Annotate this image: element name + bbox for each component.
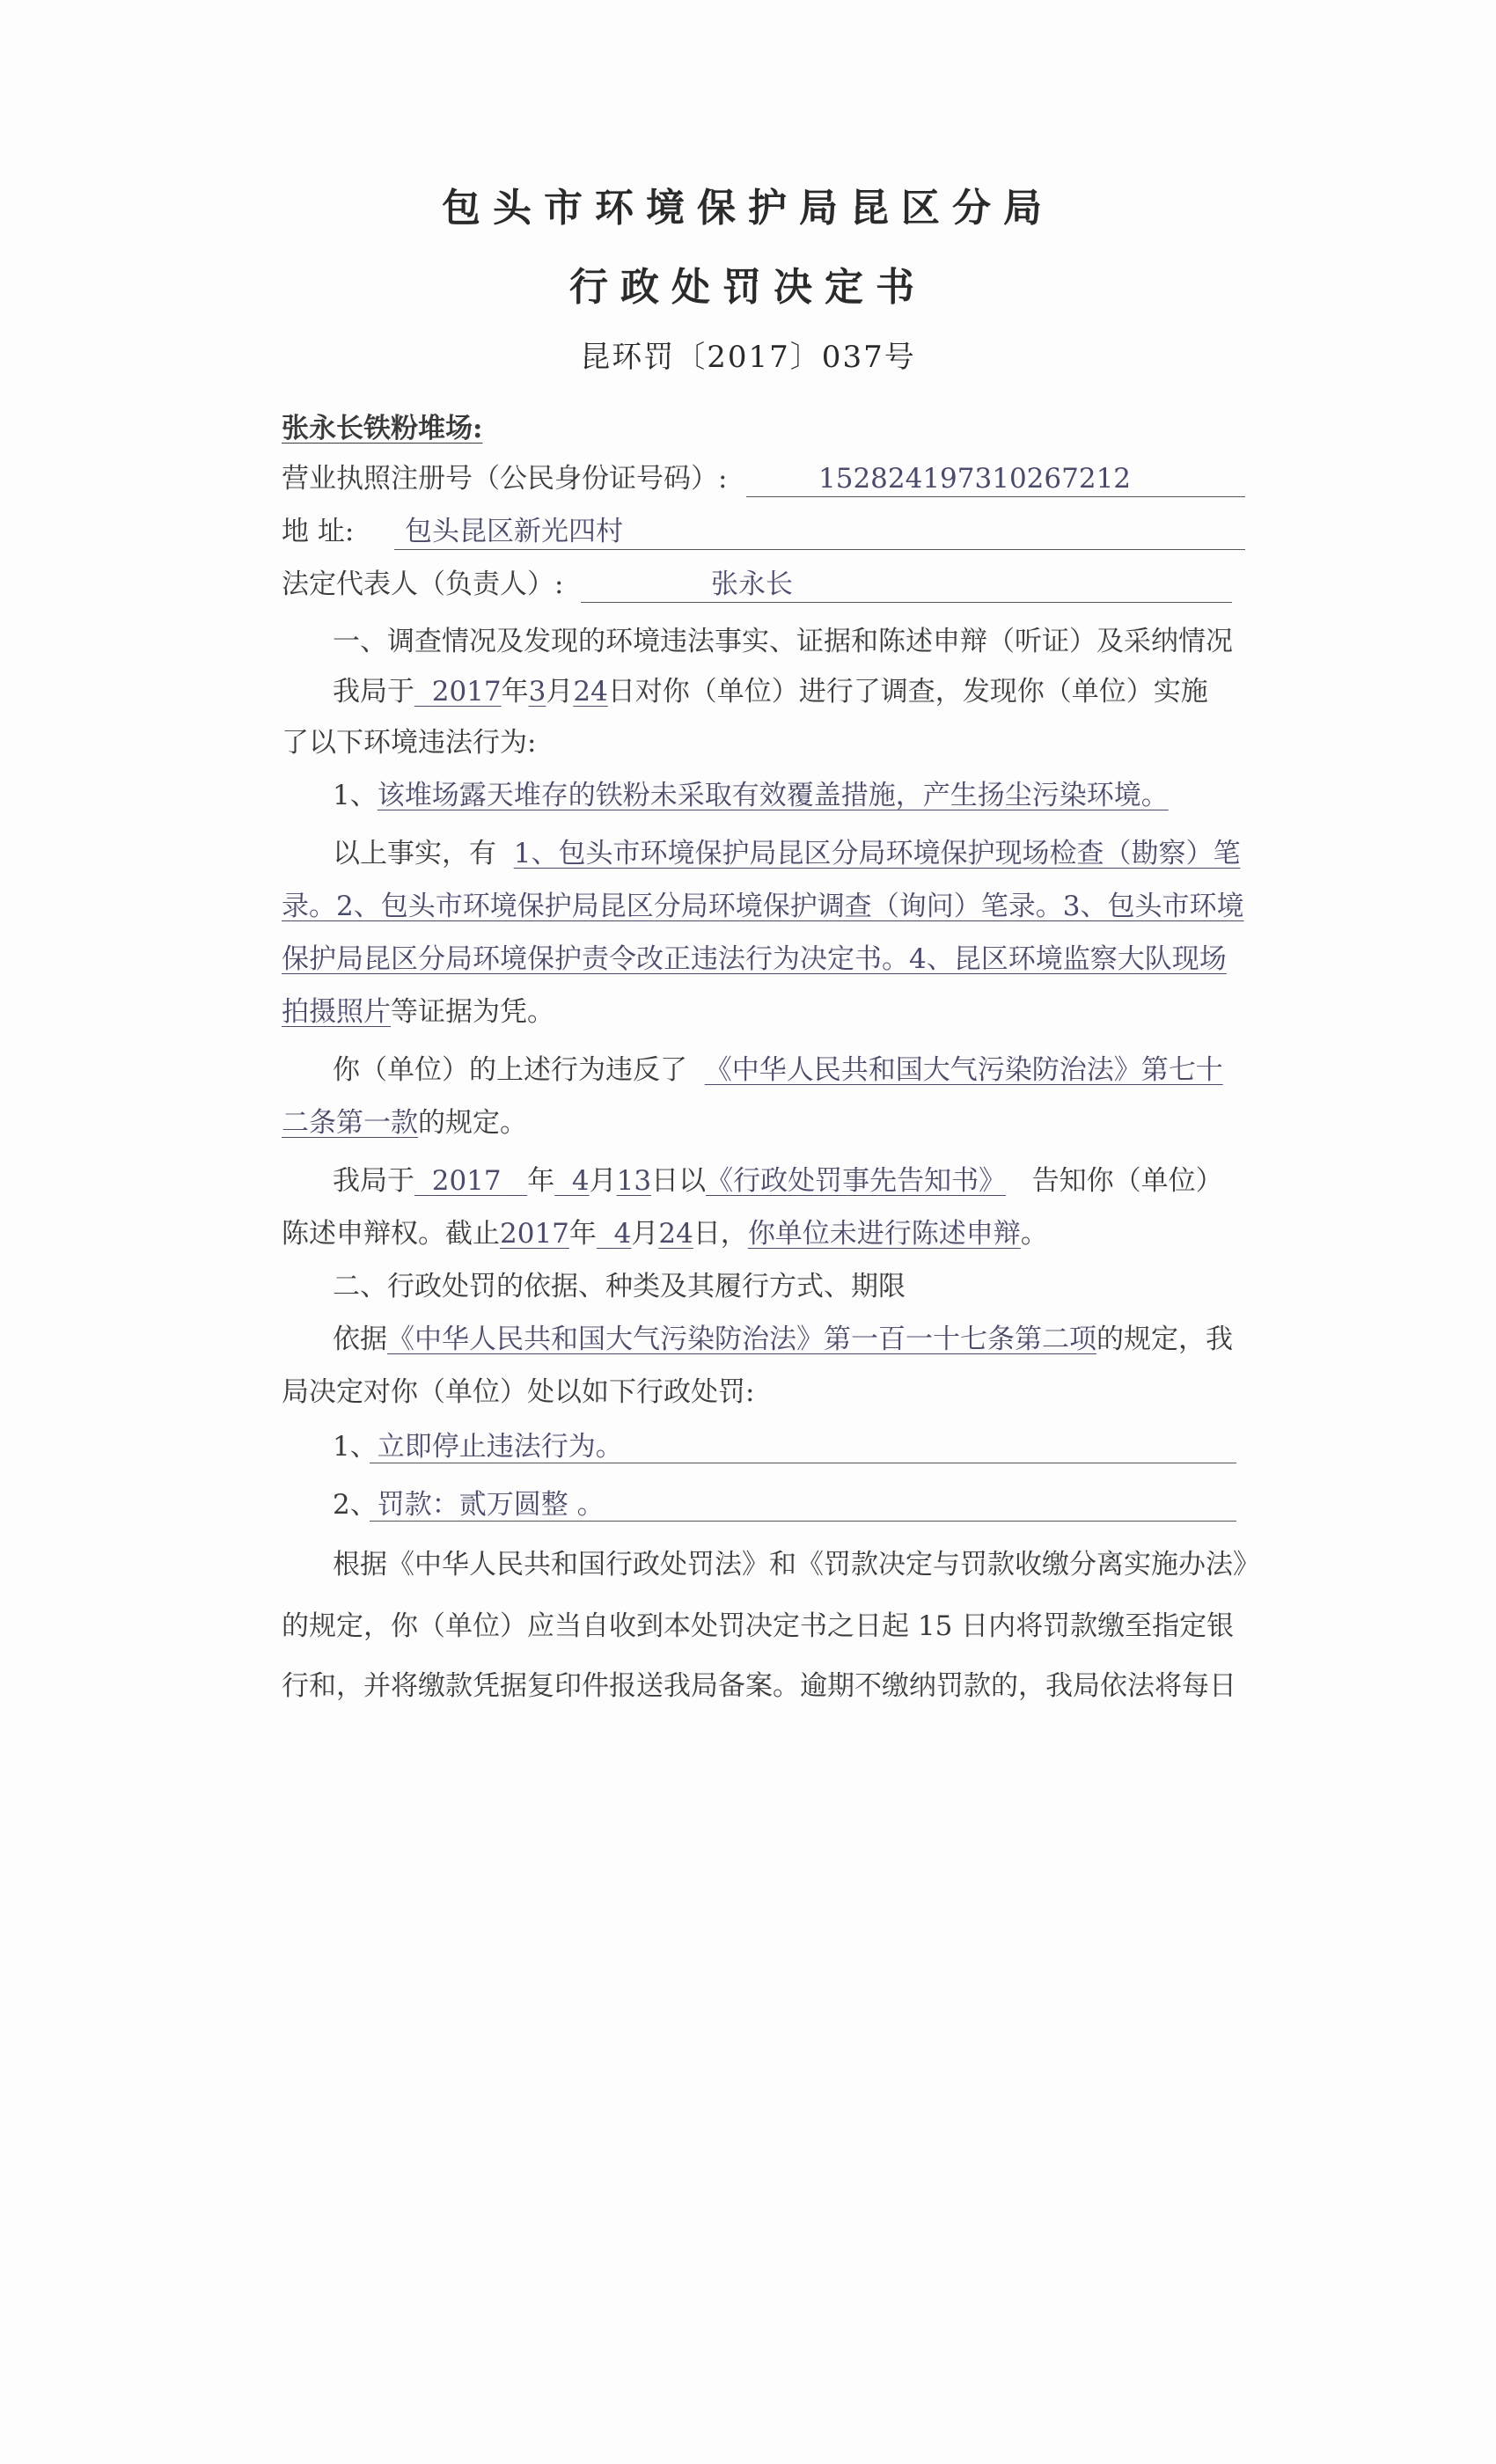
- penalty-text: 立即停止违法行为。: [377, 1431, 623, 1463]
- deadline-day: 24: [658, 1218, 693, 1250]
- year-value: 2017: [431, 1165, 502, 1197]
- item-number: 2、: [333, 1489, 378, 1521]
- deadline-line: [282, 1214, 1048, 1253]
- text-span: 我局于: [333, 676, 414, 708]
- text-span: 等证据为凭。: [391, 996, 554, 1028]
- payment-para-1: 根据《中华人民共和国行政处罚法》和《罚款决定与罚款收缴分离实施办法》: [333, 1549, 1260, 1580]
- law-reference: 二条第一款: [282, 1107, 418, 1139]
- deadline-result: 你单位未进行陈述申辩: [747, 1218, 1021, 1250]
- notice-day: 13: [616, 1165, 652, 1197]
- month-value: 4: [571, 1165, 590, 1197]
- text-span: 月: [631, 1218, 659, 1250]
- text-span: 月: [546, 676, 574, 708]
- violation-law-line-2: [282, 1104, 527, 1142]
- item-number: 1、: [333, 1431, 378, 1463]
- penalty-item-2: [333, 1485, 605, 1524]
- evidence-line-1: [333, 834, 1240, 873]
- payment-para-2: 的规定，你（单位）应当自收到本处罚决定书之日起 15 日内将罚款缴至指定银: [282, 1610, 1235, 1642]
- section2-heading: 二、行政处罚的依据、种类及其履行方式、期限: [333, 1271, 906, 1302]
- text-span: 陈述申辩权。截止: [282, 1218, 500, 1250]
- rep-rule: [581, 602, 1232, 603]
- item-number: 1、: [333, 780, 378, 811]
- basis-law: 《中华人民共和国大气污染防治法》第一百一十七条第二项: [387, 1324, 1096, 1355]
- text-span: 年: [527, 1165, 555, 1197]
- investigation-year: [414, 676, 502, 708]
- text-span: 年: [501, 676, 529, 708]
- text-span: 日以: [651, 1165, 707, 1197]
- notice-year: [414, 1165, 527, 1197]
- violation-item-1: [333, 776, 1169, 815]
- section1-heading: 一、调查情况及发现的环境违法事实、证据和陈述申辩（听证）及采纳情况: [333, 626, 1233, 657]
- text-span: 我局于: [333, 1165, 414, 1197]
- investigation-line: [333, 672, 1208, 711]
- text-span: 的规定，我: [1096, 1324, 1233, 1355]
- deadline-month: [597, 1218, 631, 1250]
- document-number: 昆环罚〔2017〕037号: [580, 340, 916, 375]
- investigation-day: 24: [573, 676, 608, 708]
- text-span: 日，: [693, 1218, 748, 1250]
- text-span: 年: [568, 1218, 597, 1250]
- text-span: 日对你（单位）进行了调查，发现你（单位）实施: [607, 676, 1208, 708]
- penalty-2-rule: [370, 1521, 1236, 1522]
- payment-para-3: 行和，并将缴款凭据复印件报送我局备案。逾期不缴纳罚款的，我局依法将每日: [282, 1670, 1236, 1702]
- evidence-line-2: 录。2、包头市环境保护局昆区分局环境保护调查（询问）笔录。3、包头市环境: [282, 891, 1244, 922]
- evidence-text: 拍摄照片: [282, 996, 391, 1028]
- text-span: 月: [589, 1165, 617, 1197]
- text-span: 依据: [333, 1324, 387, 1355]
- deadline-year: 2017: [500, 1218, 569, 1250]
- basis-line-2: 局决定对你（单位）处以如下行政处罚:: [282, 1376, 755, 1408]
- investigation-month: 3: [528, 676, 546, 708]
- violation-law-line: [333, 1051, 1223, 1089]
- intro-continuation: 了以下环境违法行为:: [282, 727, 537, 759]
- address-label: 地 址:: [282, 516, 355, 547]
- evidence-line-4: [282, 993, 554, 1031]
- license-value: 152824197310267212: [818, 463, 1132, 495]
- text-span: 以上事实，有: [333, 838, 496, 869]
- notice-document: 《行政处罚事先告知书》: [706, 1165, 1007, 1197]
- basis-line: [333, 1320, 1233, 1359]
- notice-line: [333, 1162, 1223, 1200]
- penalty-item-1: [333, 1427, 623, 1466]
- text-span: 的规定。: [418, 1107, 527, 1139]
- year-value: 2017: [431, 676, 502, 708]
- penalty-text: 罚款：贰万圆整 。: [377, 1489, 605, 1521]
- address-value: 包头昆区新光四村: [405, 516, 623, 547]
- license-label: 营业执照注册号（公民身份证号码）:: [282, 463, 728, 495]
- rep-label: 法定代表人（负责人）:: [282, 568, 564, 600]
- party-name: 张永长铁粉堆场:: [282, 413, 483, 444]
- text-span: 你（单位）的上述行为违反了: [333, 1054, 687, 1086]
- evidence-line-3: 保护局昆区分局环境保护责令改正违法行为决定书。4、昆区环境监察大队现场: [282, 943, 1227, 975]
- agency-title: 包头市环境保护局昆区分局: [442, 186, 1054, 231]
- law-reference: 《中华人民共和国大气污染防治法》第七十: [704, 1054, 1223, 1086]
- evidence-text: 1、包头市环境保护局昆区分局环境保护现场检查（勘察）笔: [513, 838, 1241, 869]
- notice-month: [554, 1165, 589, 1197]
- month-value: 4: [613, 1218, 632, 1250]
- document-type-title: 行政处罚决定书: [569, 265, 927, 310]
- text-span: 告知你（单位）: [1031, 1165, 1223, 1197]
- text-span: 。: [1020, 1218, 1048, 1250]
- item-text: 该堆场露天堆存的铁粉未采取有效覆盖措施，产生扬尘污染环境。: [377, 780, 1169, 811]
- rep-value: 张永长: [711, 568, 793, 600]
